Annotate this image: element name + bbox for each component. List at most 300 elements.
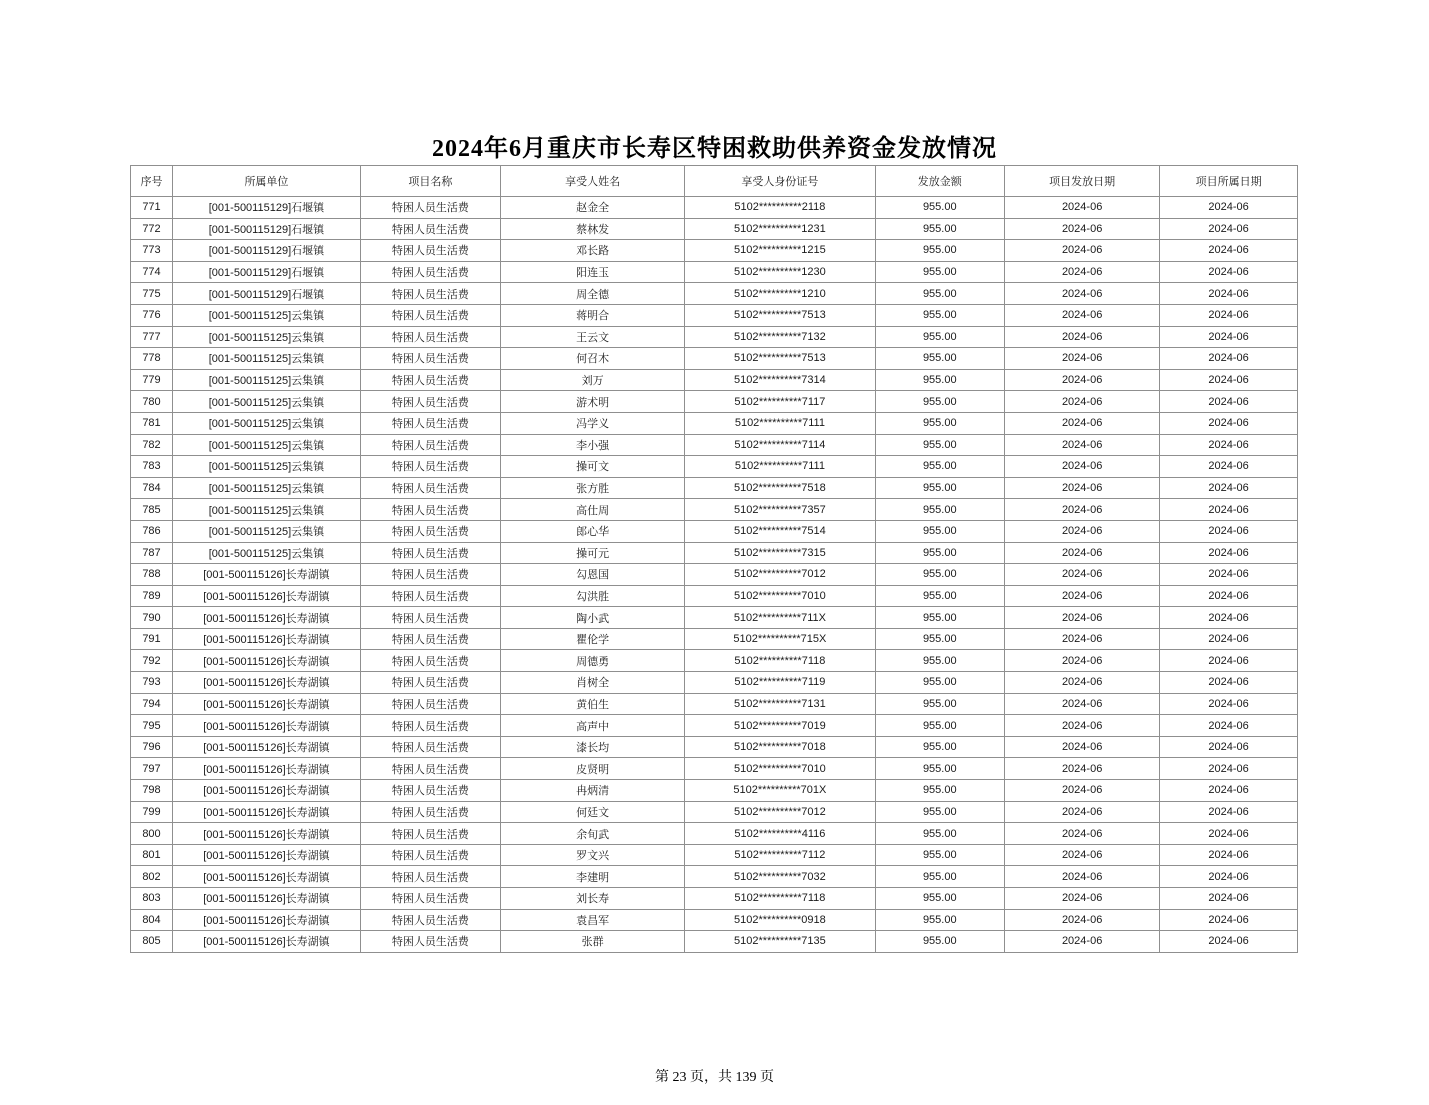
cell-beneficiary: 周德勇 [500, 650, 684, 672]
cell-unit: [001-500115126]长寿湖镇 [173, 607, 361, 629]
cell-seq: 801 [131, 844, 173, 866]
cell-period-date: 2024-06 [1160, 672, 1298, 694]
cell-issue-date: 2024-06 [1005, 542, 1160, 564]
cell-beneficiary: 张方胜 [500, 477, 684, 499]
cell-period-date: 2024-06 [1160, 326, 1298, 348]
header-seq: 序号 [131, 166, 173, 197]
table-row [131, 369, 1298, 391]
cell-amount: 955.00 [875, 758, 1005, 780]
cell-amount: 955.00 [875, 218, 1005, 240]
cell-seq: 782 [131, 434, 173, 456]
cell-period-date: 2024-06 [1160, 758, 1298, 780]
table-row [131, 607, 1298, 629]
cell-id-number: 5102**********711X [685, 607, 875, 629]
cell-issue-date: 2024-06 [1005, 628, 1160, 650]
cell-unit: [001-500115126]长寿湖镇 [173, 628, 361, 650]
cell-issue-date: 2024-06 [1005, 650, 1160, 672]
cell-issue-date: 2024-06 [1005, 499, 1160, 521]
cell-period-date: 2024-06 [1160, 844, 1298, 866]
cell-amount: 955.00 [875, 412, 1005, 434]
cell-issue-date: 2024-06 [1005, 456, 1160, 478]
header-unit: 所属单位 [173, 166, 361, 197]
cell-amount: 955.00 [875, 715, 1005, 737]
cell-unit: [001-500115126]长寿湖镇 [173, 693, 361, 715]
cell-id-number: 5102**********7513 [685, 304, 875, 326]
cell-beneficiary: 肖树全 [500, 672, 684, 694]
cell-unit: [001-500115126]长寿湖镇 [173, 780, 361, 802]
cell-seq: 772 [131, 218, 173, 240]
cell-unit: [001-500115125]云集镇 [173, 499, 361, 521]
cell-amount: 955.00 [875, 434, 1005, 456]
cell-unit: [001-500115125]云集镇 [173, 412, 361, 434]
cell-seq: 789 [131, 585, 173, 607]
cell-id-number: 5102**********7119 [685, 672, 875, 694]
cell-project: 特困人员生活费 [360, 758, 500, 780]
cell-issue-date: 2024-06 [1005, 607, 1160, 629]
cell-issue-date: 2024-06 [1005, 823, 1160, 845]
cell-issue-date: 2024-06 [1005, 283, 1160, 305]
table-row [131, 628, 1298, 650]
cell-amount: 955.00 [875, 326, 1005, 348]
cell-beneficiary: 周全德 [500, 283, 684, 305]
cell-amount: 955.00 [875, 693, 1005, 715]
cell-project: 特困人员生活费 [360, 672, 500, 694]
cell-amount: 955.00 [875, 736, 1005, 758]
cell-seq: 790 [131, 607, 173, 629]
cell-id-number: 5102**********7111 [685, 412, 875, 434]
cell-amount: 955.00 [875, 456, 1005, 478]
table-row [131, 240, 1298, 262]
cell-seq: 795 [131, 715, 173, 737]
table-row [131, 780, 1298, 802]
cell-period-date: 2024-06 [1160, 909, 1298, 931]
cell-issue-date: 2024-06 [1005, 434, 1160, 456]
cell-period-date: 2024-06 [1160, 801, 1298, 823]
cell-period-date: 2024-06 [1160, 218, 1298, 240]
cell-beneficiary: 袁昌军 [500, 909, 684, 931]
table-row [131, 520, 1298, 542]
cell-project: 特困人员生活费 [360, 564, 500, 586]
cell-unit: [001-500115125]云集镇 [173, 391, 361, 413]
table-row [131, 672, 1298, 694]
cell-id-number: 5102**********7118 [685, 650, 875, 672]
cell-period-date: 2024-06 [1160, 261, 1298, 283]
cell-amount: 955.00 [875, 520, 1005, 542]
cell-seq: 792 [131, 650, 173, 672]
cell-beneficiary: 黄伯生 [500, 693, 684, 715]
cell-id-number: 5102**********7114 [685, 434, 875, 456]
cell-seq: 802 [131, 866, 173, 888]
table-row [131, 909, 1298, 931]
cell-project: 特困人员生活费 [360, 823, 500, 845]
cell-project: 特困人员生活费 [360, 499, 500, 521]
cell-project: 特困人员生活费 [360, 585, 500, 607]
cell-beneficiary: 瞿伦学 [500, 628, 684, 650]
cell-unit: [001-500115125]云集镇 [173, 542, 361, 564]
table-row [131, 844, 1298, 866]
cell-period-date: 2024-06 [1160, 434, 1298, 456]
cell-seq: 777 [131, 326, 173, 348]
cell-amount: 955.00 [875, 628, 1005, 650]
cell-beneficiary: 阳连玉 [500, 261, 684, 283]
cell-beneficiary: 高声中 [500, 715, 684, 737]
cell-amount: 955.00 [875, 823, 1005, 845]
cell-issue-date: 2024-06 [1005, 888, 1160, 910]
cell-seq: 773 [131, 240, 173, 262]
cell-period-date: 2024-06 [1160, 542, 1298, 564]
cell-beneficiary: 冯学义 [500, 412, 684, 434]
cell-id-number: 5102**********0918 [685, 909, 875, 931]
cell-beneficiary: 王云文 [500, 326, 684, 348]
cell-period-date: 2024-06 [1160, 607, 1298, 629]
cell-amount: 955.00 [875, 801, 1005, 823]
cell-issue-date: 2024-06 [1005, 412, 1160, 434]
cell-period-date: 2024-06 [1160, 585, 1298, 607]
cell-period-date: 2024-06 [1160, 391, 1298, 413]
cell-project: 特困人员生活费 [360, 607, 500, 629]
cell-beneficiary: 漆长均 [500, 736, 684, 758]
cell-project: 特困人员生活费 [360, 801, 500, 823]
cell-seq: 775 [131, 283, 173, 305]
cell-issue-date: 2024-06 [1005, 218, 1160, 240]
cell-seq: 793 [131, 672, 173, 694]
cell-id-number: 5102**********701X [685, 780, 875, 802]
cell-seq: 803 [131, 888, 173, 910]
cell-seq: 788 [131, 564, 173, 586]
cell-id-number: 5102**********4116 [685, 823, 875, 845]
cell-beneficiary: 游术明 [500, 391, 684, 413]
cell-period-date: 2024-06 [1160, 520, 1298, 542]
cell-id-number: 5102**********7118 [685, 888, 875, 910]
cell-unit: [001-500115129]石堰镇 [173, 218, 361, 240]
cell-issue-date: 2024-06 [1005, 477, 1160, 499]
cell-period-date: 2024-06 [1160, 736, 1298, 758]
table-row [131, 888, 1298, 910]
cell-unit: [001-500115126]长寿湖镇 [173, 585, 361, 607]
table-body [131, 197, 1298, 953]
cell-id-number: 5102**********7112 [685, 844, 875, 866]
cell-unit: [001-500115125]云集镇 [173, 369, 361, 391]
cell-amount: 955.00 [875, 780, 1005, 802]
cell-id-number: 5102**********7010 [685, 758, 875, 780]
cell-amount: 955.00 [875, 866, 1005, 888]
cell-id-number: 5102**********1230 [685, 261, 875, 283]
header-amount: 发放金额 [875, 166, 1005, 197]
cell-issue-date: 2024-06 [1005, 520, 1160, 542]
header-id-number: 享受人身份证号 [685, 166, 875, 197]
cell-project: 特困人员生活费 [360, 931, 500, 953]
table-header-row [131, 166, 1298, 197]
cell-project: 特困人员生活费 [360, 434, 500, 456]
cell-beneficiary: 刘万 [500, 369, 684, 391]
table-row [131, 715, 1298, 737]
table-row [131, 412, 1298, 434]
cell-unit: [001-500115125]云集镇 [173, 456, 361, 478]
cell-id-number: 5102**********7315 [685, 542, 875, 564]
cell-seq: 798 [131, 780, 173, 802]
cell-seq: 776 [131, 304, 173, 326]
cell-project: 特困人员生活费 [360, 736, 500, 758]
cell-issue-date: 2024-06 [1005, 801, 1160, 823]
table-row [131, 197, 1298, 219]
cell-period-date: 2024-06 [1160, 866, 1298, 888]
cell-amount: 955.00 [875, 261, 1005, 283]
cell-issue-date: 2024-06 [1005, 715, 1160, 737]
cell-issue-date: 2024-06 [1005, 844, 1160, 866]
cell-beneficiary: 蒋明合 [500, 304, 684, 326]
cell-project: 特困人员生活费 [360, 909, 500, 931]
cell-id-number: 5102**********7514 [685, 520, 875, 542]
cell-unit: [001-500115126]长寿湖镇 [173, 564, 361, 586]
table-row [131, 823, 1298, 845]
cell-project: 特困人员生活费 [360, 261, 500, 283]
cell-amount: 955.00 [875, 240, 1005, 262]
cell-unit: [001-500115129]石堰镇 [173, 240, 361, 262]
cell-project: 特困人员生活费 [360, 240, 500, 262]
header-project: 项目名称 [360, 166, 500, 197]
header-beneficiary: 享受人姓名 [500, 166, 684, 197]
cell-unit: [001-500115125]云集镇 [173, 326, 361, 348]
cell-period-date: 2024-06 [1160, 888, 1298, 910]
cell-seq: 785 [131, 499, 173, 521]
cell-project: 特困人员生活费 [360, 780, 500, 802]
table-row [131, 542, 1298, 564]
table-row [131, 456, 1298, 478]
cell-project: 特困人员生活费 [360, 412, 500, 434]
cell-amount: 955.00 [875, 844, 1005, 866]
cell-amount: 955.00 [875, 304, 1005, 326]
cell-seq: 786 [131, 520, 173, 542]
page-title: 2024年6月重庆市长寿区特困救助供养资金发放情况 [432, 136, 997, 162]
cell-period-date: 2024-06 [1160, 304, 1298, 326]
cell-seq: 796 [131, 736, 173, 758]
cell-period-date: 2024-06 [1160, 823, 1298, 845]
cell-seq: 774 [131, 261, 173, 283]
cell-id-number: 5102**********7135 [685, 931, 875, 953]
cell-seq: 804 [131, 909, 173, 931]
header-issue-date: 项目发放日期 [1005, 166, 1160, 197]
cell-id-number: 5102**********2118 [685, 197, 875, 219]
cell-unit: [001-500115126]长寿湖镇 [173, 801, 361, 823]
cell-id-number: 5102**********7019 [685, 715, 875, 737]
cell-amount: 955.00 [875, 888, 1005, 910]
table-row [131, 866, 1298, 888]
table-row [131, 801, 1298, 823]
cell-seq: 783 [131, 456, 173, 478]
table-row [131, 931, 1298, 953]
cell-seq: 771 [131, 197, 173, 219]
table-row [131, 758, 1298, 780]
cell-amount: 955.00 [875, 909, 1005, 931]
cell-period-date: 2024-06 [1160, 628, 1298, 650]
cell-amount: 955.00 [875, 672, 1005, 694]
cell-beneficiary: 皮贤明 [500, 758, 684, 780]
cell-issue-date: 2024-06 [1005, 261, 1160, 283]
cell-unit: [001-500115129]石堰镇 [173, 283, 361, 305]
table-row [131, 304, 1298, 326]
cell-beneficiary: 勾恩国 [500, 564, 684, 586]
cell-id-number: 5102**********7131 [685, 693, 875, 715]
cell-period-date: 2024-06 [1160, 240, 1298, 262]
cell-period-date: 2024-06 [1160, 715, 1298, 737]
table-row [131, 261, 1298, 283]
cell-issue-date: 2024-06 [1005, 693, 1160, 715]
cell-project: 特困人员生活费 [360, 650, 500, 672]
cell-period-date: 2024-06 [1160, 348, 1298, 370]
cell-project: 特困人员生活费 [360, 348, 500, 370]
cell-id-number: 5102**********7513 [685, 348, 875, 370]
cell-project: 特困人员生活费 [360, 197, 500, 219]
cell-project: 特困人员生活费 [360, 888, 500, 910]
cell-issue-date: 2024-06 [1005, 197, 1160, 219]
cell-project: 特困人员生活费 [360, 866, 500, 888]
header-period-date: 项目所属日期 [1160, 166, 1298, 197]
cell-unit: [001-500115126]长寿湖镇 [173, 823, 361, 845]
cell-issue-date: 2024-06 [1005, 564, 1160, 586]
cell-unit: [001-500115126]长寿湖镇 [173, 715, 361, 737]
cell-project: 特困人员生活费 [360, 369, 500, 391]
cell-beneficiary: 邓长路 [500, 240, 684, 262]
cell-beneficiary: 操可文 [500, 456, 684, 478]
cell-unit: [001-500115126]长寿湖镇 [173, 931, 361, 953]
cell-issue-date: 2024-06 [1005, 672, 1160, 694]
cell-issue-date: 2024-06 [1005, 866, 1160, 888]
table-row [131, 585, 1298, 607]
cell-unit: [001-500115125]云集镇 [173, 477, 361, 499]
table-row [131, 736, 1298, 758]
cell-amount: 955.00 [875, 477, 1005, 499]
table-row [131, 391, 1298, 413]
cell-seq: 784 [131, 477, 173, 499]
cell-beneficiary: 蔡林发 [500, 218, 684, 240]
cell-beneficiary: 何廷文 [500, 801, 684, 823]
cell-id-number: 5102**********1231 [685, 218, 875, 240]
cell-unit: [001-500115126]长寿湖镇 [173, 909, 361, 931]
cell-issue-date: 2024-06 [1005, 391, 1160, 413]
cell-unit: [001-500115126]长寿湖镇 [173, 866, 361, 888]
cell-id-number: 5102**********7357 [685, 499, 875, 521]
cell-id-number: 5102**********7314 [685, 369, 875, 391]
cell-amount: 955.00 [875, 369, 1005, 391]
cell-seq: 778 [131, 348, 173, 370]
cell-project: 特困人员生活费 [360, 693, 500, 715]
cell-beneficiary: 冉炳清 [500, 780, 684, 802]
cell-period-date: 2024-06 [1160, 197, 1298, 219]
cell-period-date: 2024-06 [1160, 693, 1298, 715]
table-row [131, 283, 1298, 305]
cell-unit: [001-500115129]石堰镇 [173, 261, 361, 283]
cell-beneficiary: 高仕周 [500, 499, 684, 521]
cell-amount: 955.00 [875, 607, 1005, 629]
cell-project: 特困人员生活费 [360, 304, 500, 326]
cell-beneficiary: 余旬武 [500, 823, 684, 845]
cell-period-date: 2024-06 [1160, 499, 1298, 521]
cell-unit: [001-500115125]云集镇 [173, 304, 361, 326]
cell-amount: 955.00 [875, 650, 1005, 672]
table-row [131, 348, 1298, 370]
cell-amount: 955.00 [875, 197, 1005, 219]
cell-beneficiary: 赵金全 [500, 197, 684, 219]
cell-project: 特困人员生活费 [360, 477, 500, 499]
cell-issue-date: 2024-06 [1005, 304, 1160, 326]
cell-id-number: 5102**********7012 [685, 564, 875, 586]
cell-project: 特困人员生活费 [360, 218, 500, 240]
cell-beneficiary: 何召木 [500, 348, 684, 370]
cell-period-date: 2024-06 [1160, 369, 1298, 391]
table-row [131, 499, 1298, 521]
cell-amount: 955.00 [875, 391, 1005, 413]
cell-project: 特困人员生活费 [360, 844, 500, 866]
cell-beneficiary: 操可元 [500, 542, 684, 564]
cell-id-number: 5102**********7117 [685, 391, 875, 413]
table-row [131, 218, 1298, 240]
cell-period-date: 2024-06 [1160, 283, 1298, 305]
cell-id-number: 5102**********7010 [685, 585, 875, 607]
cell-seq: 787 [131, 542, 173, 564]
cell-id-number: 5102**********7018 [685, 736, 875, 758]
cell-period-date: 2024-06 [1160, 931, 1298, 953]
cell-seq: 794 [131, 693, 173, 715]
cell-project: 特困人员生活费 [360, 520, 500, 542]
cell-project: 特困人员生活费 [360, 283, 500, 305]
cell-id-number: 5102**********7111 [685, 456, 875, 478]
cell-beneficiary: 张群 [500, 931, 684, 953]
cell-seq: 797 [131, 758, 173, 780]
cell-unit: [001-500115126]长寿湖镇 [173, 672, 361, 694]
cell-issue-date: 2024-06 [1005, 931, 1160, 953]
cell-unit: [001-500115125]云集镇 [173, 520, 361, 542]
cell-issue-date: 2024-06 [1005, 348, 1160, 370]
cell-amount: 955.00 [875, 348, 1005, 370]
cell-project: 特困人员生活费 [360, 326, 500, 348]
cell-unit: [001-500115129]石堰镇 [173, 197, 361, 219]
cell-period-date: 2024-06 [1160, 412, 1298, 434]
cell-issue-date: 2024-06 [1005, 326, 1160, 348]
cell-id-number: 5102**********715X [685, 628, 875, 650]
cell-id-number: 5102**********1210 [685, 283, 875, 305]
cell-seq: 799 [131, 801, 173, 823]
cell-id-number: 5102**********7132 [685, 326, 875, 348]
cell-beneficiary: 罗文兴 [500, 844, 684, 866]
cell-period-date: 2024-06 [1160, 456, 1298, 478]
cell-id-number: 5102**********7012 [685, 801, 875, 823]
table-row [131, 564, 1298, 586]
cell-issue-date: 2024-06 [1005, 369, 1160, 391]
grant-distribution-table [130, 165, 1298, 953]
cell-project: 特困人员生活费 [360, 542, 500, 564]
cell-beneficiary: 刘长寿 [500, 888, 684, 910]
cell-id-number: 5102**********7518 [685, 477, 875, 499]
cell-project: 特困人员生活费 [360, 391, 500, 413]
cell-unit: [001-500115126]长寿湖镇 [173, 888, 361, 910]
cell-beneficiary: 勾洪胜 [500, 585, 684, 607]
cell-period-date: 2024-06 [1160, 477, 1298, 499]
table-row [131, 434, 1298, 456]
cell-unit: [001-500115126]长寿湖镇 [173, 650, 361, 672]
cell-project: 特困人员生活费 [360, 628, 500, 650]
cell-unit: [001-500115126]长寿湖镇 [173, 844, 361, 866]
table-row [131, 326, 1298, 348]
cell-unit: [001-500115125]云集镇 [173, 348, 361, 370]
cell-seq: 791 [131, 628, 173, 650]
cell-period-date: 2024-06 [1160, 780, 1298, 802]
cell-issue-date: 2024-06 [1005, 585, 1160, 607]
cell-issue-date: 2024-06 [1005, 909, 1160, 931]
cell-amount: 955.00 [875, 542, 1005, 564]
cell-project: 特困人员生活费 [360, 456, 500, 478]
table-row [131, 650, 1298, 672]
cell-amount: 955.00 [875, 499, 1005, 521]
